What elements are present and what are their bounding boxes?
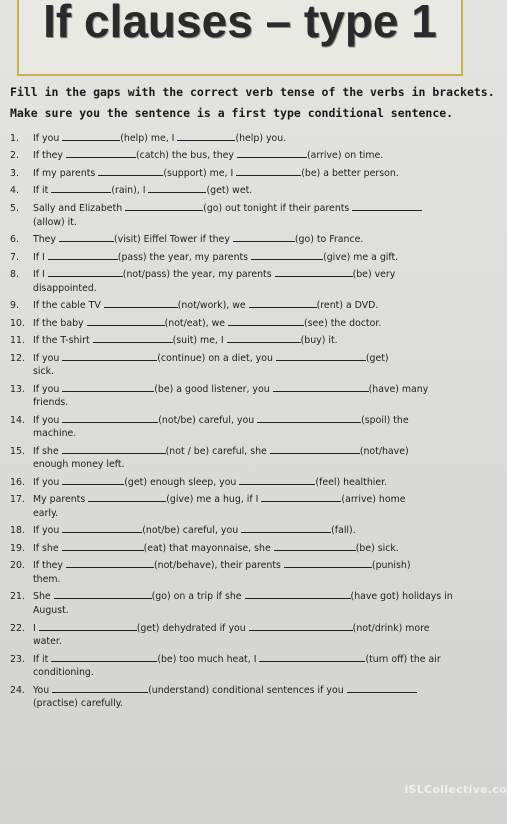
exercise-text: (be) a better person. [301, 167, 399, 179]
exercise-number: 7. [10, 251, 19, 263]
exercise-text: conditioning. [33, 667, 94, 679]
exercise-item [10, 267, 495, 295]
exercise-text: (understand) conditional sentences if you [148, 684, 347, 696]
exercise-line [10, 282, 495, 296]
exercise-text: (be) a good listener, you [154, 383, 273, 395]
answer-gap[interactable] [125, 201, 203, 211]
exercise-text: (not/be) careful, you [158, 414, 258, 426]
exercise-text: (visit) Eiffel Tower if they [113, 234, 233, 246]
exercise-item [10, 316, 495, 331]
exercise-number: 11. [10, 335, 25, 347]
exercise-line [10, 652, 495, 667]
exercise-line [10, 333, 495, 348]
exercise-text: (catch) the bus, they [135, 150, 237, 162]
exercise-line [10, 523, 495, 538]
exercise-number: 20. [10, 560, 25, 572]
exercise-text: (go) out tonight if their parents [203, 202, 353, 214]
exercise-number: 3. [10, 167, 19, 179]
answer-gap[interactable] [62, 131, 120, 141]
exercise-number: 16. [10, 476, 25, 488]
exercise-line [10, 382, 495, 397]
exercise-text: (have got) holidays in [350, 591, 453, 603]
exercise-text: (get) wet. [206, 185, 253, 197]
answer-gap[interactable] [48, 250, 118, 260]
exercise-line [10, 427, 495, 441]
answer-gap[interactable] [177, 131, 235, 141]
exercise-text: (help) you. [235, 133, 287, 144]
page-title: If clauses – type 1 [43, 0, 437, 47]
exercise-text: (give) me a hug, if I [166, 494, 262, 506]
exercise-number: 18. [10, 525, 25, 537]
exercise-text: sick. [33, 366, 55, 378]
exercise-line [10, 458, 495, 472]
exercise-item [10, 589, 495, 617]
exercise-text: (get) dehydrated if you [136, 622, 249, 634]
answer-gap[interactable] [62, 413, 158, 423]
exercise-item [10, 541, 495, 556]
exercise-line [10, 216, 495, 230]
exercise-text: (not/eat), we [164, 317, 228, 329]
exercise-line [10, 351, 495, 366]
exercise-line [10, 492, 495, 507]
exercise-text: If you [33, 352, 63, 364]
answer-gap[interactable] [239, 475, 315, 485]
exercise-line [10, 166, 495, 181]
exercise-number: 2. [10, 150, 19, 162]
exercise-text: (not / be) careful, she [165, 445, 270, 457]
exercise-line [10, 621, 495, 636]
exercise-text: She [33, 591, 54, 603]
exercise-text: (buy) it. [300, 335, 338, 347]
answer-gap[interactable] [261, 492, 341, 502]
exercise-text: If the cable TV [33, 300, 104, 312]
answer-gap[interactable] [347, 683, 417, 693]
exercise-line [10, 131, 495, 146]
exercise-text: water. [33, 636, 62, 648]
exercise-text: (rain), I [111, 185, 149, 197]
answer-gap[interactable] [66, 148, 136, 158]
exercise-number: 19. [10, 542, 25, 554]
answer-gap[interactable] [241, 523, 331, 533]
exercise-item [10, 652, 495, 680]
exercise-text: If you [33, 525, 63, 537]
exercise-line [10, 250, 495, 265]
exercise-text: (feel) healthier. [315, 476, 388, 488]
exercise-text: If it [33, 185, 52, 197]
exercise-text: (rent) a DVD. [316, 300, 379, 312]
answer-gap[interactable] [48, 267, 123, 277]
answer-gap[interactable] [59, 232, 114, 242]
exercise-text: (continue) on a diet, you [157, 352, 276, 364]
exercise-text: If you [33, 414, 63, 426]
answer-gap[interactable] [148, 183, 206, 193]
answer-gap[interactable] [270, 444, 360, 454]
exercise-item [10, 683, 495, 711]
answer-gap[interactable] [227, 333, 301, 343]
answer-gap[interactable] [236, 166, 301, 176]
exercise-text: If my parents [33, 167, 99, 179]
answer-gap[interactable] [257, 413, 361, 423]
exercise-text: (fall). [331, 525, 356, 537]
exercise-number: 9. [10, 300, 19, 312]
exercise-number: 12. [10, 352, 25, 364]
exercise-text: (allow) it. [33, 216, 77, 228]
exercise-item [10, 131, 495, 146]
answer-gap[interactable] [87, 316, 165, 326]
exercise-list [10, 131, 495, 714]
exercise-text: early. [33, 507, 59, 519]
exercise-text: I [33, 622, 39, 634]
exercise-number: 6. [10, 234, 19, 246]
exercise-text: (be) very [352, 268, 396, 280]
exercise-text: (get) [365, 352, 389, 364]
answer-gap[interactable] [251, 250, 323, 260]
exercise-line [10, 444, 495, 459]
answer-gap[interactable] [352, 201, 422, 211]
exercise-line [10, 683, 495, 698]
exercise-text: (go) on a trip if she [151, 591, 245, 603]
exercise-line [10, 201, 495, 216]
exercise-item [10, 523, 495, 538]
answer-gap[interactable] [284, 558, 372, 568]
exercise-number: 23. [10, 653, 25, 665]
exercise-text: (have) many [368, 383, 429, 395]
exercise-text: (suit) me, I [172, 335, 227, 347]
exercise-item [10, 444, 495, 472]
exercise-number: 17. [10, 494, 25, 506]
exercise-text: If she [33, 542, 62, 554]
exercise-text: (practise) carefully. [33, 698, 123, 710]
answer-gap[interactable] [273, 382, 369, 392]
exercise-number: 24. [10, 684, 25, 696]
exercise-text: If I [33, 268, 48, 280]
exercise-item [10, 351, 495, 379]
exercise-text: (not/pass) the year, my parents [122, 268, 275, 280]
answer-gap[interactable] [62, 444, 166, 454]
exercise-line [10, 666, 495, 680]
answer-gap[interactable] [245, 589, 351, 599]
answer-gap[interactable] [276, 351, 366, 361]
exercise-text: (arrive) on time. [306, 150, 384, 162]
exercise-item [10, 558, 495, 586]
exercise-text: (turn off) the air [365, 653, 441, 665]
answer-gap[interactable] [98, 166, 163, 176]
exercise-number: 5. [10, 202, 19, 214]
answer-gap[interactable] [62, 475, 124, 485]
answer-gap[interactable] [51, 183, 111, 193]
answer-gap[interactable] [274, 541, 356, 551]
exercise-item [10, 166, 495, 181]
exercise-text: They [33, 234, 59, 246]
answer-gap[interactable] [259, 652, 365, 662]
exercise-line [10, 697, 495, 711]
answer-gap[interactable] [249, 621, 353, 631]
exercise-item [10, 148, 495, 163]
exercise-text: (get) enough sleep, you [124, 476, 240, 488]
exercise-number: 14. [10, 414, 25, 426]
exercise-line [10, 604, 495, 618]
exercise-text: My parents [33, 494, 89, 506]
exercise-text: (give) me a gift. [323, 251, 399, 263]
exercise-text: Sally and Elizabeth [33, 202, 126, 214]
answer-gap[interactable] [52, 683, 148, 693]
exercise-text: If you [33, 476, 63, 488]
exercise-line [10, 267, 495, 282]
exercise-text: (support) me, I [163, 167, 237, 179]
answer-gap[interactable] [51, 652, 157, 662]
exercise-text: If the baby [33, 317, 87, 329]
exercise-text: machine. [33, 428, 77, 440]
exercise-item [10, 621, 495, 649]
exercise-text: If it [33, 653, 52, 665]
exercise-line [10, 573, 495, 587]
exercise-item [10, 382, 495, 410]
exercise-text: friends. [33, 397, 69, 409]
exercise-item [10, 492, 495, 520]
exercise-number: 10. [10, 317, 25, 329]
exercise-line [10, 148, 495, 163]
exercise-number: 13. [10, 383, 25, 395]
exercise-item [10, 183, 495, 198]
answer-gap[interactable] [93, 333, 173, 343]
exercise-line [10, 232, 495, 247]
exercise-text: If they [33, 560, 66, 572]
exercise-text: If I [33, 251, 48, 263]
answer-gap[interactable] [62, 382, 154, 392]
instructions: Fill in the gaps with the correct verb tense of the verbs in brackets. Make sure you the sentence is a first type conditional sentence. [10, 85, 495, 120]
answer-gap[interactable] [39, 621, 137, 631]
answer-gap[interactable] [104, 298, 178, 308]
exercise-line [10, 396, 495, 410]
answer-gap[interactable] [249, 298, 317, 308]
exercise-number: 1. [10, 133, 19, 144]
exercise-text: them. [33, 573, 61, 585]
exercise-text: (not/work), we [177, 300, 249, 312]
exercise-number: 8. [10, 268, 19, 280]
exercise-number: 15. [10, 445, 25, 457]
answer-gap[interactable] [237, 148, 307, 158]
exercise-text: (see) the doctor. [304, 317, 382, 329]
exercise-line [10, 365, 495, 379]
exercise-number: 21. [10, 591, 25, 603]
exercise-line [10, 475, 495, 490]
exercise-item [10, 333, 495, 348]
exercise-text: (eat) that mayonnaise, she [143, 542, 274, 554]
exercise-text: (go) to France. [294, 234, 364, 246]
exercise-line [10, 183, 495, 198]
exercise-line [10, 298, 495, 313]
answer-gap[interactable] [66, 558, 154, 568]
answer-gap[interactable] [54, 589, 152, 599]
exercise-text: If you [33, 133, 63, 144]
exercise-line [10, 316, 495, 331]
exercise-item [10, 232, 495, 247]
exercise-text: disappointed. [33, 282, 97, 294]
exercise-text: If they [33, 150, 66, 162]
exercise-text: (not/be) careful, you [142, 525, 242, 537]
answer-gap[interactable] [62, 541, 144, 551]
exercise-number: 4. [10, 185, 19, 197]
exercise-text: (pass) the year, my parents [117, 251, 252, 263]
exercise-text: If the T-shirt [33, 335, 93, 347]
exercise-text: (arrive) home [341, 494, 406, 506]
exercise-text: (not/behave), their parents [153, 560, 284, 572]
exercise-text: (spoil) the [361, 414, 409, 426]
exercise-item [10, 298, 495, 313]
exercise-item [10, 201, 495, 229]
exercise-number: 22. [10, 622, 25, 634]
exercise-text: August. [33, 605, 69, 617]
answer-gap[interactable] [62, 351, 157, 361]
exercise-item [10, 475, 495, 490]
exercise-text: (be) too much heat, I [157, 653, 260, 665]
exercise-text: You [33, 684, 53, 696]
exercise-text: enough money left. [33, 459, 125, 471]
answer-gap[interactable] [62, 523, 142, 533]
title-box [17, 0, 463, 76]
answer-gap[interactable] [275, 267, 353, 277]
exercise-line [10, 635, 495, 649]
answer-gap[interactable] [228, 316, 304, 326]
watermark: iSLCollective.co [404, 783, 507, 796]
exercise-item [10, 413, 495, 441]
exercise-line [10, 589, 495, 604]
answer-gap[interactable] [88, 492, 166, 502]
exercise-text: (be) sick. [355, 542, 399, 554]
exercise-line [10, 541, 495, 556]
exercise-text: (punish) [371, 560, 411, 572]
exercise-text: (help) me, I [120, 133, 178, 144]
exercise-text: (not/drink) more [352, 622, 430, 634]
exercise-line [10, 413, 495, 428]
exercise-line [10, 507, 495, 521]
exercise-item [10, 250, 495, 265]
exercise-text: If she [33, 445, 62, 457]
exercise-text: If you [33, 383, 63, 395]
answer-gap[interactable] [233, 232, 295, 242]
exercise-text: (not/have) [359, 445, 409, 457]
exercise-line [10, 558, 495, 573]
